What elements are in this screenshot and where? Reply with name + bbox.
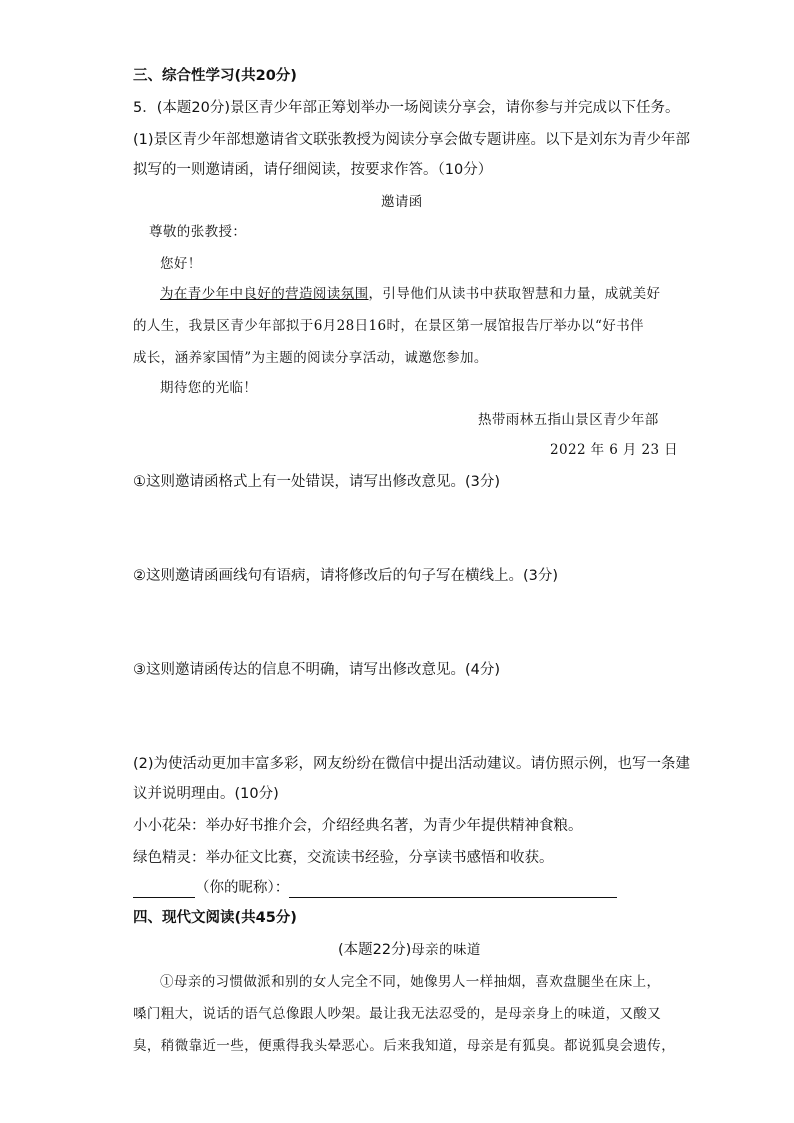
paragraph1-line2: 嗓门粗大，说话的语气总像跟人吵架。最让我无法忍受的，是母亲身上的味道，又酸又 [133, 1006, 662, 1022]
subquestion-2: ②这则邀请函画线句有语病，请将修改后的句子写在横线上。(3分) [133, 568, 559, 584]
letter-salutation: 尊敬的张教授： [149, 224, 247, 240]
suggestion-blank[interactable] [289, 881, 617, 898]
letter-closing: 期待您的光临！ [160, 380, 258, 396]
letter-body-line2: 的人生，我景区青少年部拟于6月28日16时，在景区第一展馆报告厅举办以“好书伴 [133, 318, 644, 334]
example-1: 小小花朵：举办好书推介会，介绍经典名著，为青少年提供精神食粮。 [133, 818, 583, 834]
passage-meta: (本题22分) [338, 942, 412, 958]
letter-sender: 热带雨林五指山景区青少年部 [478, 412, 659, 428]
nickname-label: （你的昵称）： [195, 880, 290, 896]
section4-heading: 四、现代文阅读(共45分) [133, 910, 297, 926]
letter-body-line3: 成长，涵养家国情”为主题的阅读分享活动，诚邀您参加。 [133, 350, 488, 366]
section3-heading: 三、综合性学习(共20分) [133, 68, 297, 84]
paragraph1-line1: ①母亲的习惯做派和别的女人完全不同，她像男人一样抽烟，喜欢盘腿坐在床上， [160, 974, 661, 990]
letter-body-line1 [160, 284, 660, 304]
task2-line1: (2)为使活动更加丰富多彩，网友纷纷在微信中提出活动建议。请仿照示例，也写一条建 [133, 756, 691, 772]
task1-line1: (1)景区青少年部想邀请省文联张教授为阅读分享会做专题讲座。以下是刘东为青少年部 [133, 132, 691, 148]
letter-date: 2022 年 6 月 23 日 [550, 442, 679, 458]
passage-title-line [338, 940, 481, 960]
underlined-sentence: 为在青少年中良好的营造阅读氛围 [160, 286, 369, 302]
subquestion-3: ③这则邀请函传达的信息不明确，请写出修改意见。(4分) [133, 662, 501, 678]
passage-title: 母亲的味道 [411, 942, 481, 958]
paragraph1-line3: 臭，稍微靠近一些，便熏得我头晕恶心。后来我知道，母亲是有狐臭。都说狐臭会遗传， [133, 1038, 676, 1054]
question5-intro: 5．(本题20分)景区青少年部正筹划举办一场阅读分享会，请你参与并完成以下任务。 [133, 100, 680, 116]
subquestion-1: ①这则邀请函格式上有一处错误，请写出修改意见。(3分) [133, 474, 501, 490]
letter-title: 邀请函 [381, 194, 423, 210]
task2-line2: 议并说明理由。(10分) [133, 786, 279, 802]
nickname-blank[interactable] [133, 881, 195, 898]
example-2: 绿色精灵：举办征文比赛，交流读书经验，分享读书感悟和收获。 [133, 850, 554, 866]
letter-greeting: 您好！ [160, 256, 202, 272]
task1-line2: 拟写的一则邀请函，请仔细阅读，按要求作答。（10分） [133, 162, 493, 178]
answer-fill-line [133, 878, 617, 898]
letter-body-line1-rest: ，引导他们从读书中获取智慧和力量，成就美好 [368, 286, 661, 302]
